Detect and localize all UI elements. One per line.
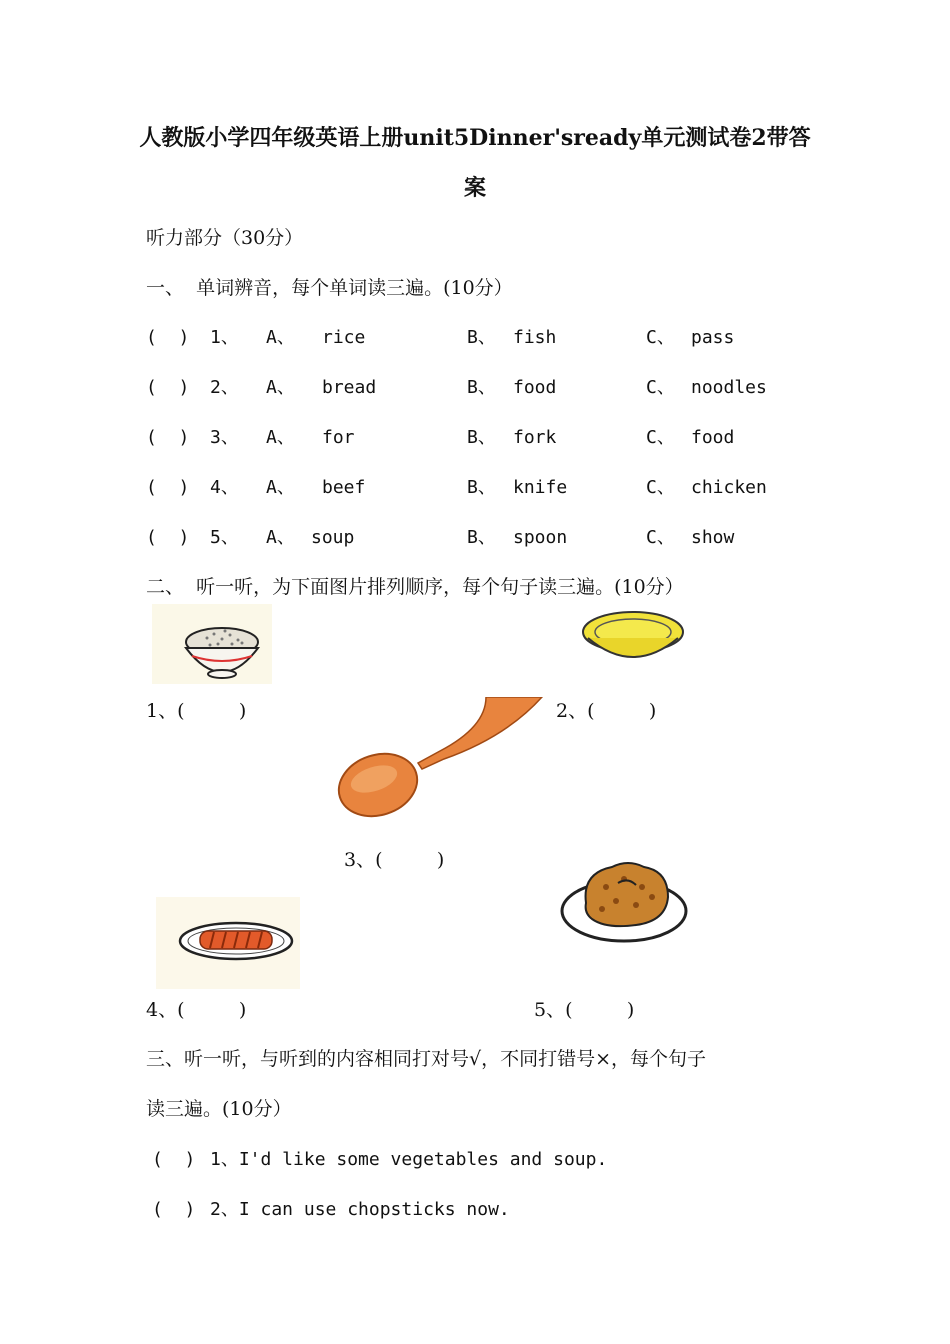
question-number: 5、 [210, 527, 239, 548]
option-a-label: A、 [266, 327, 295, 348]
chicken-plate-icon [556, 857, 696, 947]
option-c-label: C、 [646, 477, 675, 498]
option-c-label: C、 [646, 427, 675, 448]
option-a-label: A、 [266, 527, 295, 548]
option-c-label: C、 [646, 327, 675, 348]
option-c-label: C、 [646, 377, 675, 398]
option-c-word: show [691, 527, 735, 548]
listening-section-header: 听力部分（30分） [146, 227, 304, 249]
option-b-label: B、 [467, 327, 496, 348]
answer-blank[interactable]: ( ) [152, 1199, 196, 1220]
question-number: 3、 [210, 427, 239, 448]
option-b-word: fork [513, 427, 557, 448]
statement-text: 1、I'd like some vegetables and soup. [210, 1149, 608, 1170]
option-b-word: fish [513, 327, 557, 348]
picture-3-answer[interactable]: 3、( ) [344, 849, 445, 871]
picture-2-answer[interactable]: 2、( ) [556, 700, 657, 722]
option-a-word: for [322, 427, 355, 448]
option-c-label: C、 [646, 527, 675, 548]
answer-blank[interactable]: ( ) [146, 527, 190, 548]
option-a-word: bread [322, 377, 377, 398]
answer-blank[interactable]: ( ) [152, 1149, 196, 1170]
rice-bowl-icon [152, 604, 272, 684]
option-a-label: A、 [266, 477, 295, 498]
option-a-word: rice [322, 327, 366, 348]
spoon-icon [336, 697, 546, 821]
option-b-label: B、 [467, 427, 496, 448]
question-number: 2、 [210, 377, 239, 398]
question-number: 1、 [210, 327, 239, 348]
picture-1-answer[interactable]: 1、( ) [146, 700, 247, 722]
question-number: 4、 [210, 477, 239, 498]
fish-plate-icon [156, 897, 300, 989]
answer-blank[interactable]: ( ) [146, 377, 190, 398]
option-a-word: soup [311, 527, 355, 548]
picture-5-answer[interactable]: 5、( ) [534, 999, 635, 1021]
option-b-label: B、 [467, 477, 496, 498]
document-title-continued: 案 [463, 175, 486, 201]
section3-heading-continued: 读三遍。(10分） [146, 1098, 292, 1120]
option-a-label: A、 [266, 377, 295, 398]
option-a-word: beef [322, 477, 366, 498]
option-c-word: food [691, 427, 735, 448]
option-b-label: B、 [467, 377, 496, 398]
answer-blank[interactable]: ( ) [146, 327, 190, 348]
section2-heading: 二、 听一听，为下面图片排列顺序，每个句子读三遍。(10分） [146, 576, 684, 598]
option-c-word: chicken [691, 477, 767, 498]
document-title: 人教版小学四年级英语上册unit5Dinner'sready单元测试卷2带答 [139, 125, 811, 151]
statement-text: 2、I can use chopsticks now. [210, 1199, 510, 1220]
option-b-word: food [513, 377, 557, 398]
option-a-label: A、 [266, 427, 295, 448]
section3-heading: 三、听一听，与听到的内容相同打对号√，不同打错号×，每个句子 [146, 1048, 707, 1070]
option-c-word: pass [691, 327, 735, 348]
option-b-label: B、 [467, 527, 496, 548]
section1-heading: 一、 单词辨音，每个单词读三遍。(10分） [146, 277, 513, 299]
option-c-word: noodles [691, 377, 767, 398]
answer-blank[interactable]: ( ) [146, 477, 190, 498]
soup-plate-icon [578, 606, 688, 670]
picture-4-answer[interactable]: 4、( ) [146, 999, 247, 1021]
option-b-word: knife [513, 477, 568, 498]
option-b-word: spoon [513, 527, 568, 548]
answer-blank[interactable]: ( ) [146, 427, 190, 448]
